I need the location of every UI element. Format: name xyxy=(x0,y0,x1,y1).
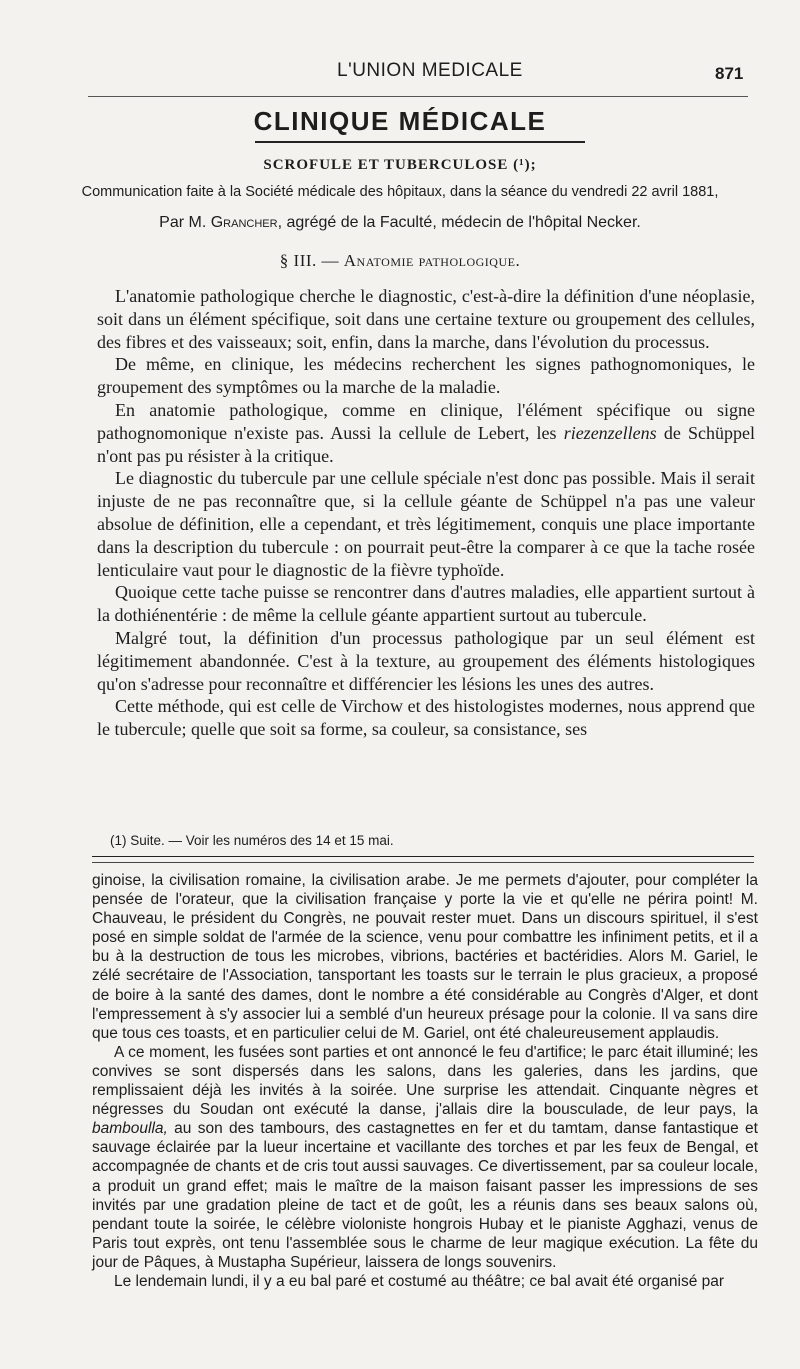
paragraph: ginoise, la civilisation romaine, la civilisation arabe. Je me permets d'ajouter, pour compléter la pensée de l'orateur, que la civilisation française y porte la vie et qu'elle ne périra point! M. Chauveau, le président du Congrès, ne pouvait rester muet. Dans un discours spirituel, il s'est posé en simple soldat de l'armée de la science, venu pour combattre les infiniment petits, et il a bu à la destruction de tous les microbes, vibrions, bactéries et bactéridies. Alors M. Gariel, le zélé secrétaire de l'Association, tansportant les toasts sur le terrain le plus gracieux, a proposé de boire à la santé des dames, dont le nombre a été considérable au Congrès d'Alger, et dont l'empressement à s'y associer lui a semblé d'un heureux présage pour la colonie. Il va sans dire que tous ces toasts, et en particulier celui de M. Gariel, ont été chaleureusement applaudis. xyxy=(92,872,758,1042)
page-number: 871 xyxy=(715,64,744,83)
byline-prefix: Par M. xyxy=(159,214,211,231)
italic-term: riezenzellens xyxy=(563,422,657,443)
italic-term: bamboulla, xyxy=(92,1120,168,1138)
article-subject: SCROFULE ET TUBERCULOSE (¹); xyxy=(263,157,537,173)
paragraph: Quoique cette tache puisse se rencontrer dans d'autres maladies, elle appartient surtout à la dothiénentérie : de même la cellule géante appartient surtout au tubercule. xyxy=(97,582,755,626)
byline-author xyxy=(0,214,800,232)
paragraph-text: En anatomie pathologique, comme en clinique, l'élément spécifique ou signe pathognomonique n'existe pas. Aussi la cellule de Lebert, les xyxy=(97,399,755,443)
title-rule xyxy=(255,141,585,143)
paragraph: Le lendemain lundi, il y a eu bal paré et costumé au théâtre; ce bal avait été organisé par xyxy=(114,1272,725,1290)
page-header xyxy=(0,58,800,92)
main-article-body xyxy=(97,285,755,741)
author-name: Grancher xyxy=(210,214,278,231)
paragraph: Malgré tout, la définition d'un processus pathologique par un seul élément est légitimement abandonnée. C'est à la texture, au groupement des éléments histologiques qu'on s'adresse pour reconnaître et différencier les lésions les unes des autres. xyxy=(97,627,755,694)
paragraph-text: A ce moment, les fusées sont parties et ont annoncé le feu d'artifice; le parc était illuminé; les convives se sont dispersés dans les salons, dans les galeries, dans les jardins, que remplissaient déjà les invités à la soirée. Une surprise les attendait. Cinquante nègres et négresses du Soudan ont exécuté la danse, j'allais dire la bousculade, de leur pays, la xyxy=(92,1043,758,1119)
paragraph: L'anatomie pathologique cherche le diagnostic, c'est-à-dire la définition d'une néoplasie, soit dans un élément spécifique, soit dans une certaine texture ou groupement des cellules, des fibres et des vaisseaux; soit, enfin, dans la marche, dans l'évolution du processus. xyxy=(97,286,755,352)
section-title: CLINIQUE MÉDICALE xyxy=(253,106,547,136)
paragraph xyxy=(92,1043,758,1272)
footnote: (1) Suite. — Voir les numéros des 14 et 15 mai. xyxy=(110,833,394,848)
feuilleton-divider xyxy=(92,856,754,857)
feuilleton-body xyxy=(92,871,758,1291)
header-rule xyxy=(88,96,748,97)
byline-suffix: , agrégé de la Faculté, médecin de l'hôpital Necker. xyxy=(277,214,641,231)
feuilleton-divider xyxy=(92,862,754,863)
running-title: L'UNION MEDICALE xyxy=(337,60,523,81)
sub-section-title: Anatomie pathologique. xyxy=(343,251,521,270)
byline-communication: Communication faite à la Société médicale des hôpitaux, dans la séance du vendredi 22 avril 1881, xyxy=(81,184,719,200)
sub-section-heading xyxy=(0,251,800,271)
paragraph: Le diagnostic du tubercule par une cellule spéciale n'est donc pas possible. Mais il serait injuste de ne pas reconnaître que, si la cellule géante de Schüppel n'a pas une valeur absolue de définition, elle a cependant, et très légitimement, conquis une place importante dans la description du tubercule : on pourrait peut-être la comparer à ce que la tache rosée lenticulaire vaut pour le diagnostic de la fièvre typhoïde. xyxy=(97,468,755,580)
paragraph-text: de Schüppel n'ont pas pu résister à la critique. xyxy=(97,422,755,466)
paragraph: Cette méthode, qui est celle de Virchow et des histologistes modernes, nous apprend que le tubercule; quelle que soit sa forme, sa couleur, sa consistance, ses xyxy=(97,696,755,740)
sub-section-numeral: § III. — xyxy=(279,251,344,270)
paragraph xyxy=(97,399,755,467)
paragraph-text: au son des tambours, des castagnettes en fer et du tamtam, danse fantastique et sauvage éclairée par la lueur incertaine et vacillante des torches et par les feux de Bengal, et accompagnée de chants et de cris tout aussi sauvages. Ce divertissement, par sa couleur locale, a produit un grand effet; mais le maître de la maison faisant passer les impressions de ses invités par une gradation pleine de tact et de goût, les a réunis dans ses beaux salons où, pendant toute la soirée, le célèbre violoniste hongrois Hubay et le pianiste Agghazi, venus de Paris tout exprès, ont tenu l'assemblée sous le charme de leur magique exécution. La fête du jour de Pâques, à Mustapha Supérieur, laissera de longs souvenirs. xyxy=(92,1120,759,1271)
paragraph: De même, en clinique, les médecins recherchent les signes pathognomoniques, le groupement des symptômes ou la marche de la maladie. xyxy=(97,354,755,398)
